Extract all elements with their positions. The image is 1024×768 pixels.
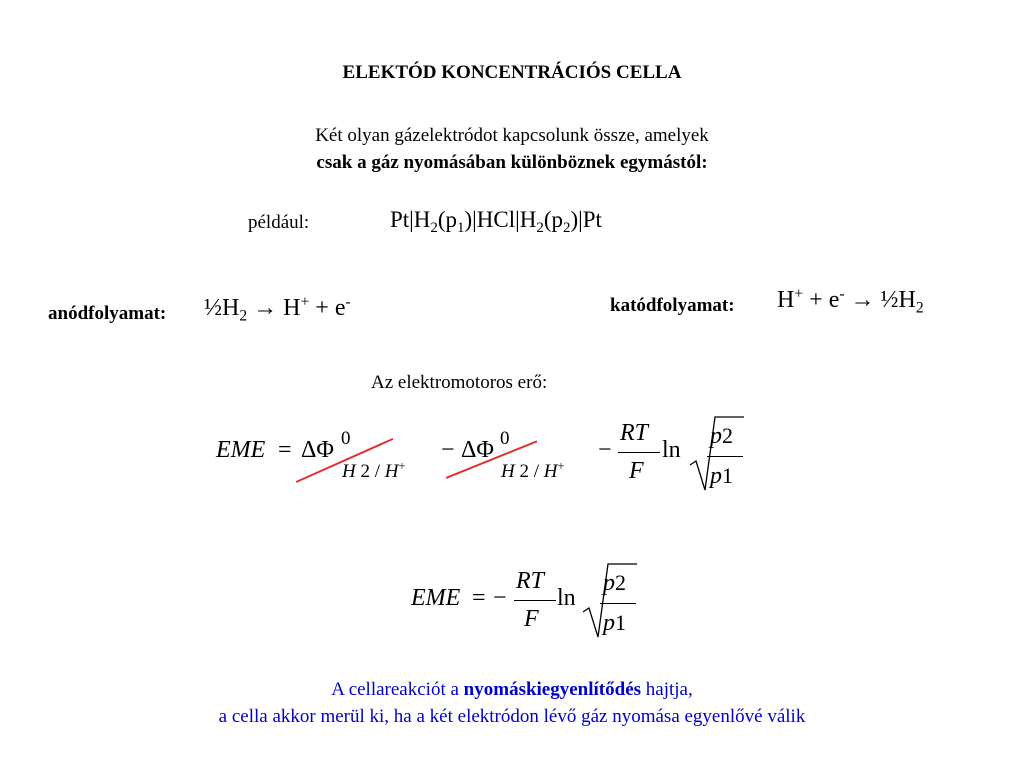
eq1-p-denominator: p1 — [710, 463, 733, 489]
page-title: ELEKTÓD KONCENTRÁCIÓS CELLA — [342, 62, 682, 83]
footer-line-2: a cella akkor merül ki, ha a két elektródon lévő gáz nyomása egyenlővé válik — [218, 706, 806, 727]
eq2-denominator: F — [524, 606, 539, 632]
eq1-ln: ln — [662, 437, 681, 463]
eq2-numerator: RT — [516, 568, 545, 594]
eq1-sup-1: 0 — [341, 428, 351, 449]
intro-line-2: csak a gáz nyomásában különböznek egymástól: — [316, 152, 708, 173]
footer-line-1: A cellareakciót a nyomáskiegyenlítődés hajtja, — [331, 679, 693, 700]
eq1-fraction-line — [618, 452, 660, 453]
eq2-lhs: EME — [411, 585, 461, 611]
eq1-equals: = — [278, 437, 292, 463]
emf-label: Az elektromotoros erő: — [371, 372, 548, 393]
eq2-fraction-line — [514, 600, 556, 601]
eq1-delta-phi-1: ΔΦ — [301, 437, 334, 463]
eq2-ln: ln — [557, 585, 576, 611]
cathode-label: katódfolyamat: — [610, 295, 735, 316]
eq1-subscript-1: H 2 / H+ — [342, 459, 406, 482]
example-label: például: — [248, 212, 310, 233]
eq2-p-denominator: p1 — [603, 610, 626, 636]
eq1-subscript-2: H 2 / H+ — [501, 459, 565, 482]
eq1-p-numerator: p2 — [710, 423, 733, 449]
eq2-p-numerator: p2 — [603, 570, 626, 596]
anode-label: anódfolyamat: — [48, 303, 167, 324]
eq1-numerator: RT — [620, 420, 649, 446]
example-cell-notation: $Pt|H_2(p_1)|HCl|H_2(p_2)|Pt$ — [390, 207, 602, 237]
eq1-minus-1: − — [441, 437, 455, 463]
eq1-lhs: EME — [216, 437, 266, 463]
eq1-minus-2: − — [598, 437, 612, 463]
eq2-minus: − — [493, 585, 507, 611]
eq1-delta-phi-2: ΔΦ — [461, 437, 494, 463]
cathode-reaction: $H^+ + e^- \to \frac{1}{2}H_2$ — [777, 285, 924, 317]
anode-reaction: $\frac{1}{2}H_2 \to H^+ + e^-$ — [204, 293, 351, 325]
eq2-equals: = — [472, 585, 486, 611]
eq1-denominator: F — [629, 458, 644, 484]
eq1-sup-2: 0 — [500, 428, 510, 449]
intro-line-1: Két olyan gázelektródot kapcsolunk össze, amelyek — [315, 125, 709, 146]
eq2-p-fraction-line — [600, 603, 636, 604]
eq1-p-fraction-line — [707, 456, 743, 457]
